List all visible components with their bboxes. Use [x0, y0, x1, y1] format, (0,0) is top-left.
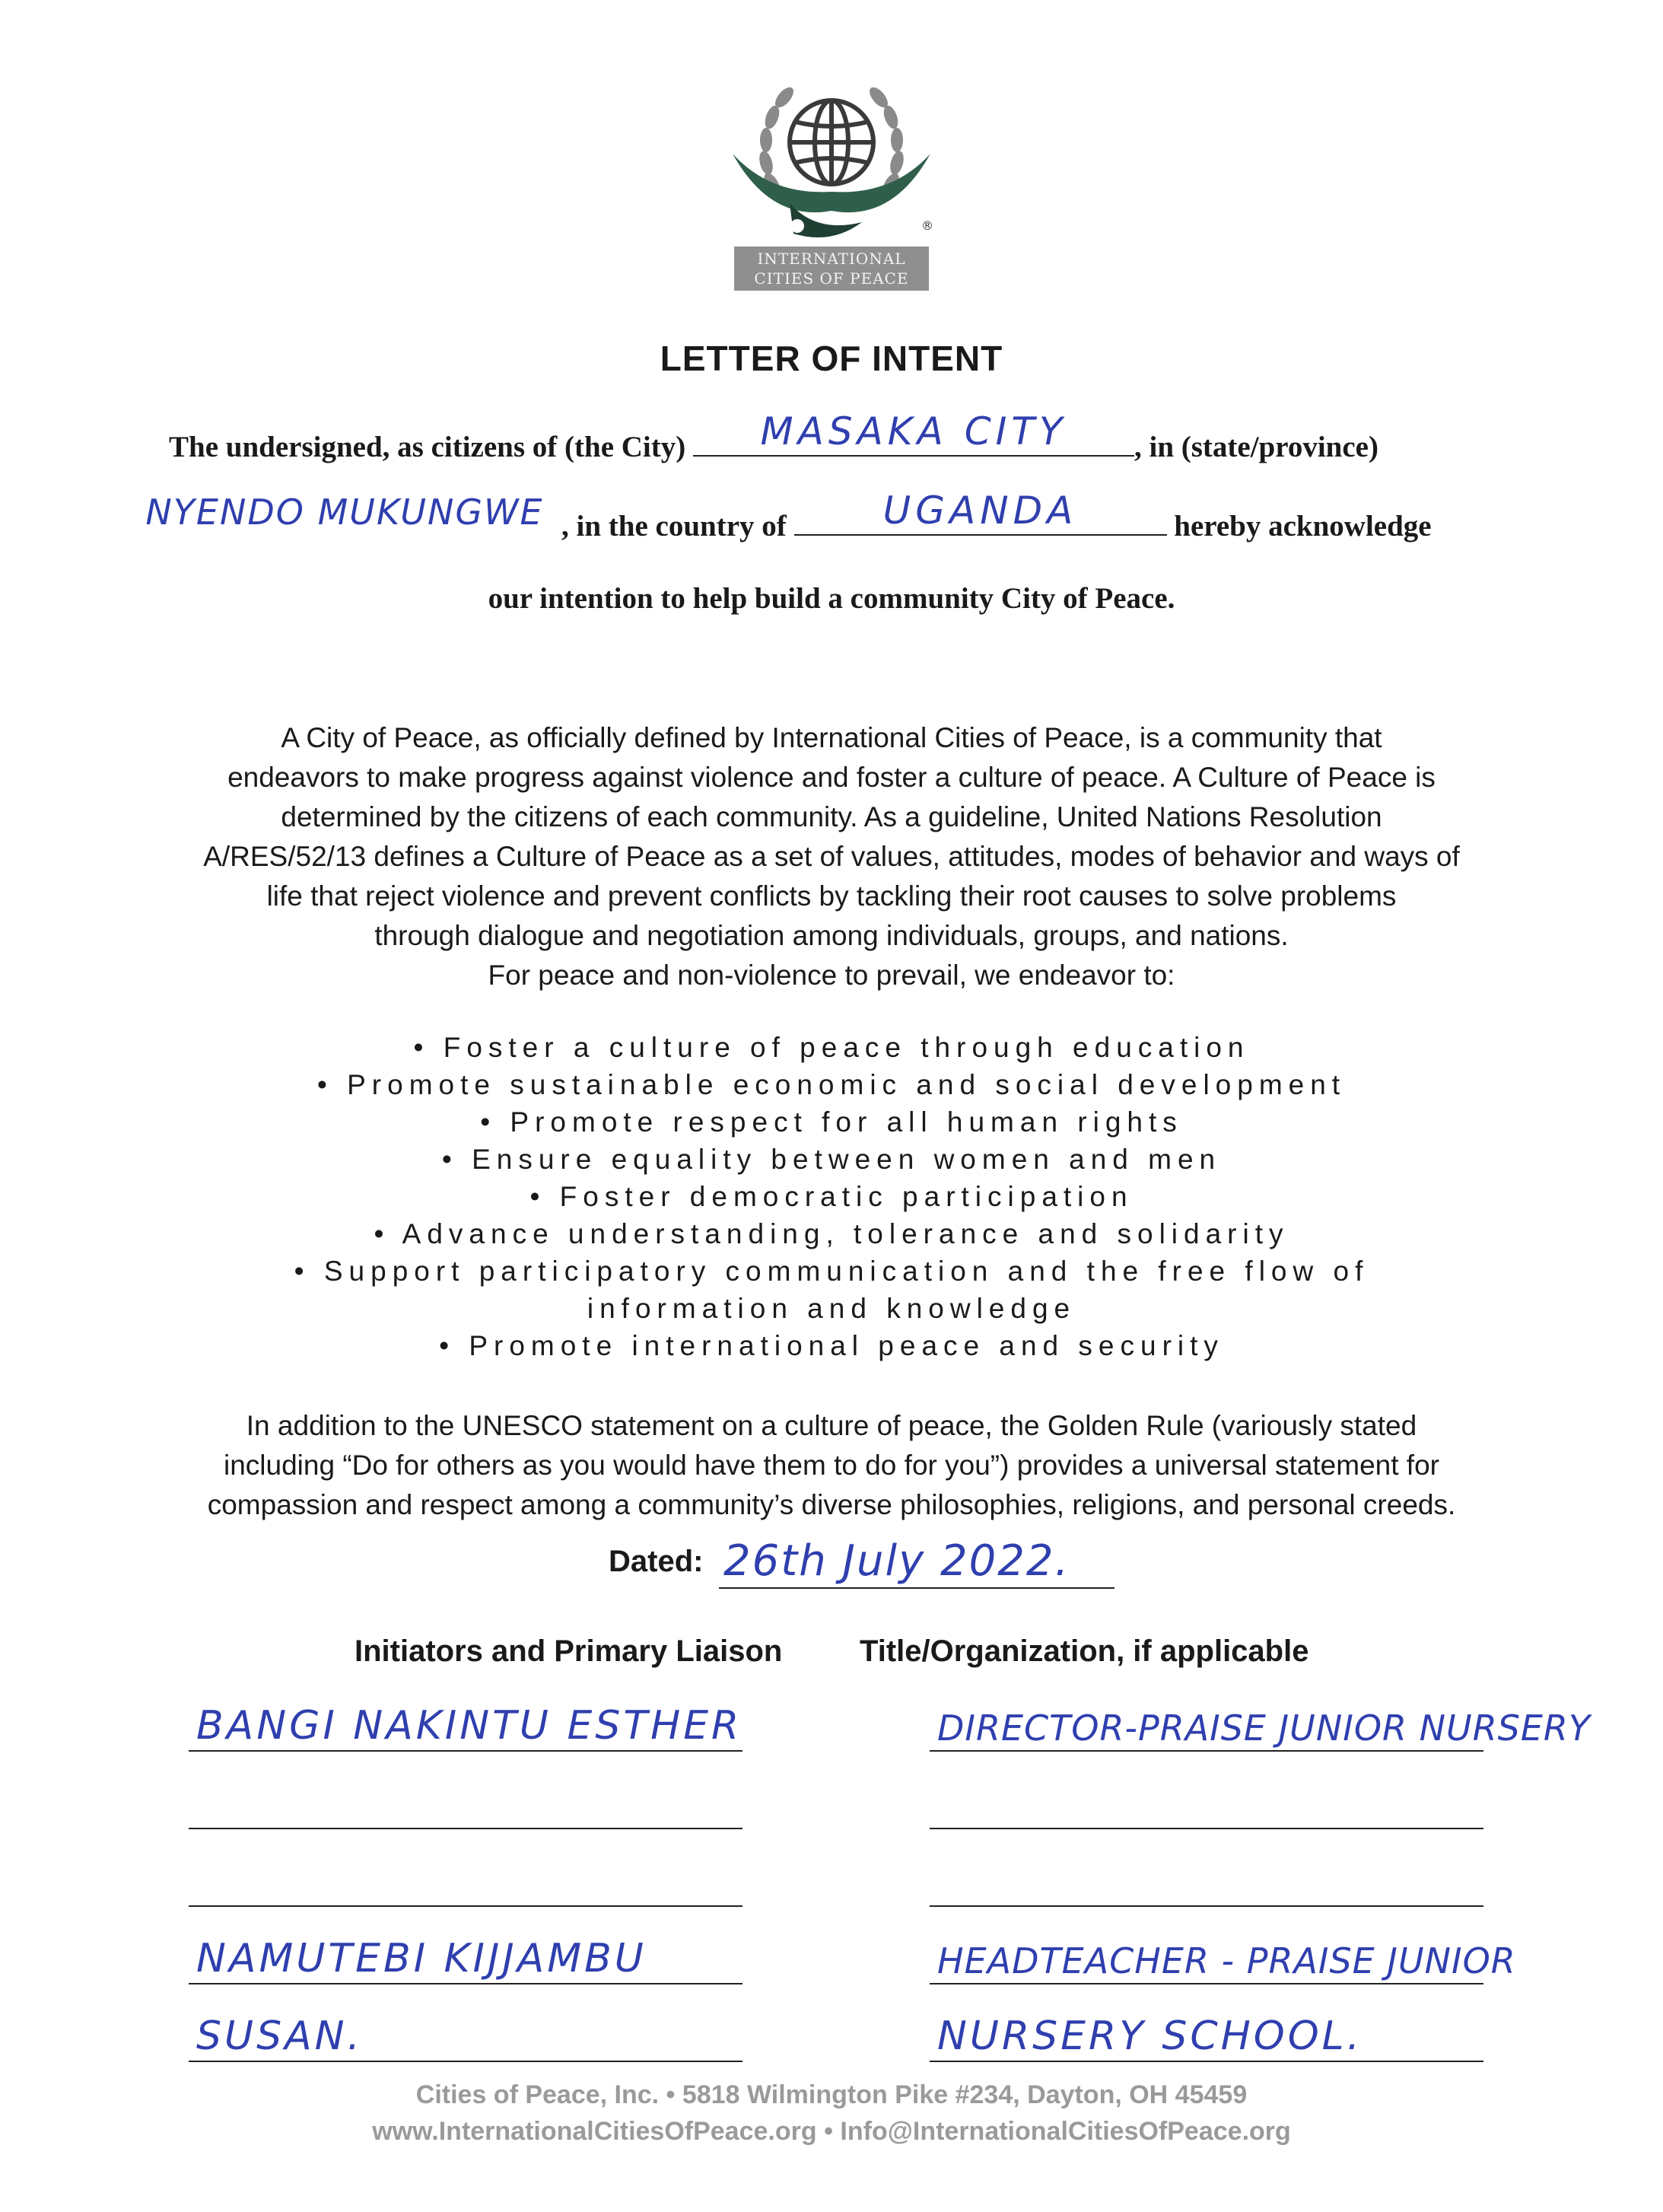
intro-line-3: our intention to help build a community City of Peace. [488, 582, 1175, 615]
logo-label: INTERNATIONAL CITIES OF PEACE [734, 247, 929, 291]
city-field: MASAKA CITY [693, 425, 1134, 457]
endeavor-list [91, 1029, 1572, 1364]
state-field: NYENDO MUKUNGWE [145, 492, 544, 533]
definition-paragraph: A City of Peace, as officially defined by International Cities of Peace, is a community that endeavors to make progress against violence and foster a culture of peace. A Culture of Peace is determined by the citizens of each community. As a guideline, United Nations Resolution A/RES/52/13 defines a Culture of Peace as a set of values, attitudes, modes of behavior and ways of life that reject violence and prevent conflicts by tackling their root causes to solve problems through dialogue and negotiation among individuals, groups, and nations. For peace and non-violence to prevail, we endeavor to: [203, 722, 1460, 991]
title-line: HEADTEACHER - PRAISE JUNIOR [930, 1937, 1483, 1984]
dated-label: Dated: [609, 1545, 704, 1578]
list-item: • Support participatory communication and the free flow of [294, 1256, 1369, 1287]
list-item: • Advance understanding, tolerance and solidarity [374, 1218, 1289, 1249]
country-field: UGANDA [794, 504, 1167, 536]
title-line [930, 1860, 1483, 1907]
title-organization-header: Title/Organization, if applicable [860, 1634, 1309, 1668]
title-line: DIRECTOR-PRAISE JUNIOR NURSERY [930, 1704, 1483, 1752]
globe-dove-emblem [717, 70, 946, 253]
signature-line [189, 1782, 742, 1829]
title-line [930, 1782, 1483, 1829]
intro-line-2: NYENDO MUKUNGWE , in the country of UGANDA hereby acknowledge [128, 504, 1432, 543]
initiators-header: Initiators and Primary Liaison [355, 1634, 783, 1668]
list-item: • Promote sustainable economic and social development [316, 1069, 1347, 1100]
signature-line [189, 1860, 742, 1907]
footer-address: Cities of Peace, Inc. • 5818 Wilmington Pike #234, Dayton, OH 45459 [415, 2080, 1248, 2109]
list-item: • Foster a culture of peace through education [413, 1032, 1250, 1063]
signature-line: NAMUTEBI KIJJAMBU [189, 1937, 742, 1984]
registered-mark-icon: ® [921, 218, 933, 233]
list-item: • Ensure equality between women and men [441, 1144, 1222, 1175]
signature-line: SUSAN. [189, 2015, 742, 2062]
list-item: • Promote international peace and security [439, 1330, 1224, 1361]
intro-line-1: The undersigned, as citizens of (the City) MASAKA CITY , in (state/province) [169, 409, 1378, 463]
golden-rule-paragraph: In addition to the UNESCO statement on a culture of peace, the Golden Rule (variously stated including “Do for others as you would have them to do for you”) provides a universal statement for compassion and respect among a community’s diverse philosophies, religions, and personal creeds. [207, 1410, 1456, 1520]
signature-line: BANGI NAKINTU ESTHER [189, 1704, 742, 1752]
document-title: LETTER OF INTENT [660, 339, 1003, 378]
footer-contact: www.InternationalCitiesOfPeace.org • Info@InternationalCitiesOfPeace.org [372, 2117, 1291, 2146]
date-field: 26th July 2022. [719, 1554, 1114, 1589]
list-item: • Foster democratic participation [529, 1181, 1134, 1212]
organization-logo [717, 70, 946, 298]
list-item: information and knowledge [587, 1293, 1076, 1324]
list-item: • Promote respect for all human rights [480, 1106, 1183, 1138]
title-line: NURSERY SCHOOL. [930, 2015, 1483, 2062]
